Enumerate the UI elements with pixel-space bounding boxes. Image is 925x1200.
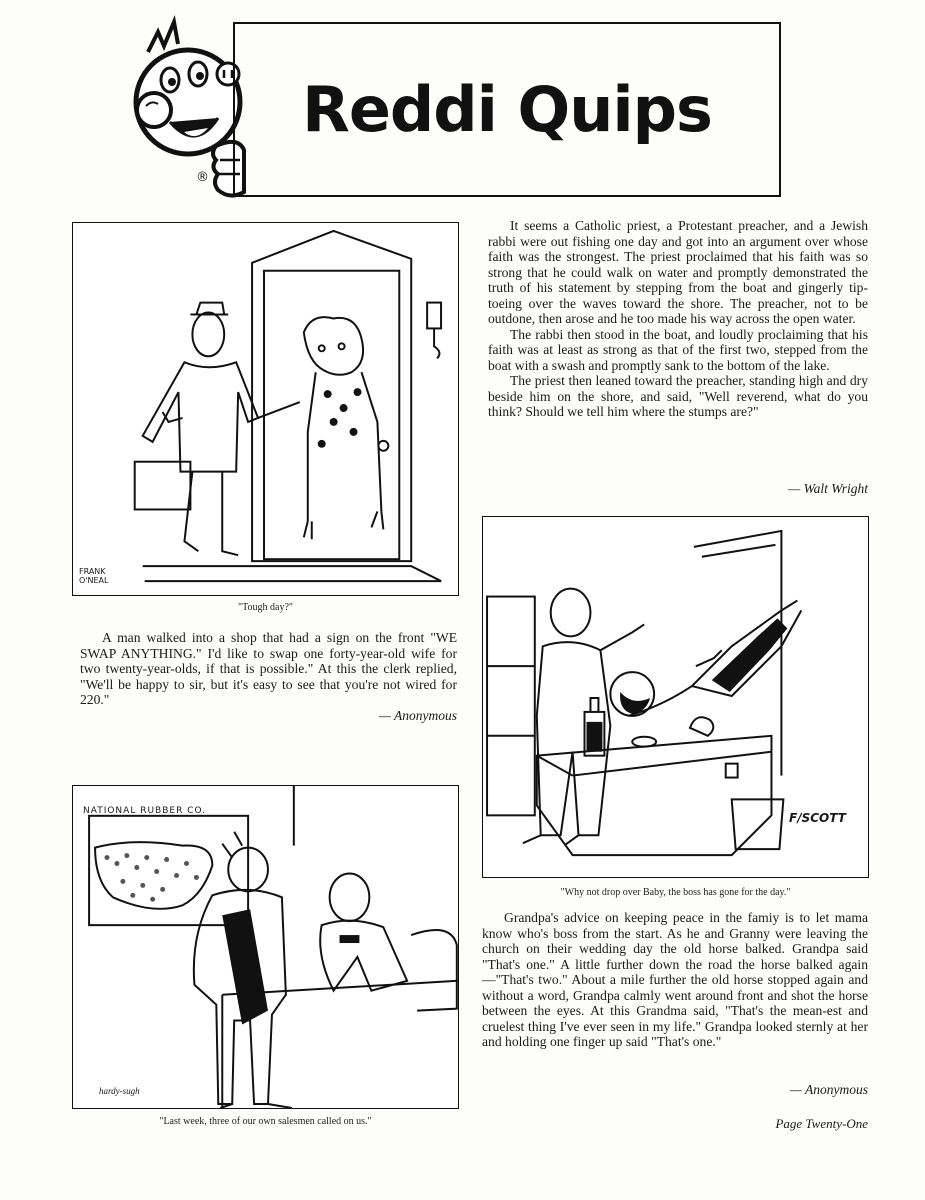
cartoon-salesmen-caption: "Last week, three of our own salesmen called on us." [159,1116,372,1127]
cartoon-salesmen-sign: NATIONAL RUBBER CO. [83,806,207,816]
cartoon-tough-day [72,222,459,596]
title-box [233,22,781,197]
story-paragraph: Grandpa's advice on keeping peace in the famiy is to let mama know who's boss from the start. As he and Granny were leaving the church on their wedding day the old horse balked. Grandpa said "That's one." A little further down the road the horse balked again—"That's two." About a mile further the old horse stopped again and without a word, Grandpa calmly went around front and shot the horse between the eyes. At this Grandma said, "That's the mean-est and cruelest thing I've ever seen in my life." Grandpa looked sternly at her and holding one finger up said "That's one." [482,910,868,1049]
story-swap-byline: — Anonymous [378,708,457,723]
cartoon-tough-day-caption: "Tough day?" [238,602,293,613]
cartoon-tough-day-signature: FRANK O'NEAL [79,567,109,585]
registered-mark: ® [196,170,209,185]
story-fishing-byline: — Walt Wright [788,481,868,496]
reddi-kilowatt-mascot-logo [118,14,248,204]
story-paragraph: It seems a Catholic priest, a Protestant preacher, and a Jewish rabbi were out fishing one day and got into an argument over whose faith was the strongest. The priest proclaimed that his faith was so strong that he could walk on water and promptly demonstrated the truth of his statement by stepping from the boat and gingerly tip-toeing over the waves toward the shore. The preacher, not to be outdone, then arose and he too made his way across the open water. [488,218,868,326]
page-number: Page Twenty-One [775,1116,868,1131]
story-paragraph: The priest then leaned toward the preacher, standing high and dry beside him on the shore, and said, "Well reverend, what do you think? Should we tell him where the stumps are?" [488,373,868,419]
page-title: Reddi Quips [302,73,712,146]
story-grandpa [482,910,868,1050]
cartoon-salesmen-illustration [73,786,458,1108]
story-grandpa-byline: — Anonymous [789,1082,868,1097]
story-swap-anything [80,630,457,708]
cartoon-salesmen-signature: hardy-sugh [99,1086,140,1096]
story-paragraph: A man walked into a shop that had a sign on the front "WE SWAP ANYTHING." I'd like to swap one forty-year-old wife for two twenty-year-olds, if that is possible." At this the clerk replied, "We'll be happy to sir, but it's easy to see that you're not wired for 220." [80,630,457,707]
cartoon-tough-day-illustration [73,223,458,595]
story-fishing [488,218,868,420]
cartoon-boss-gone-signature: F/SCOTT [789,811,846,825]
cartoon-boss-gone [482,516,869,878]
cartoon-salesmen [72,785,459,1109]
story-paragraph: The rabbi then stood in the boat, and loudly proclaiming that his faith was at least as strong as that of the first two, stepped from the boat with a swash and promptly sank to the bottom of the lake. [488,326,868,373]
cartoon-boss-gone-caption: "Why not drop over Baby, the boss has gone for the day." [560,887,791,898]
